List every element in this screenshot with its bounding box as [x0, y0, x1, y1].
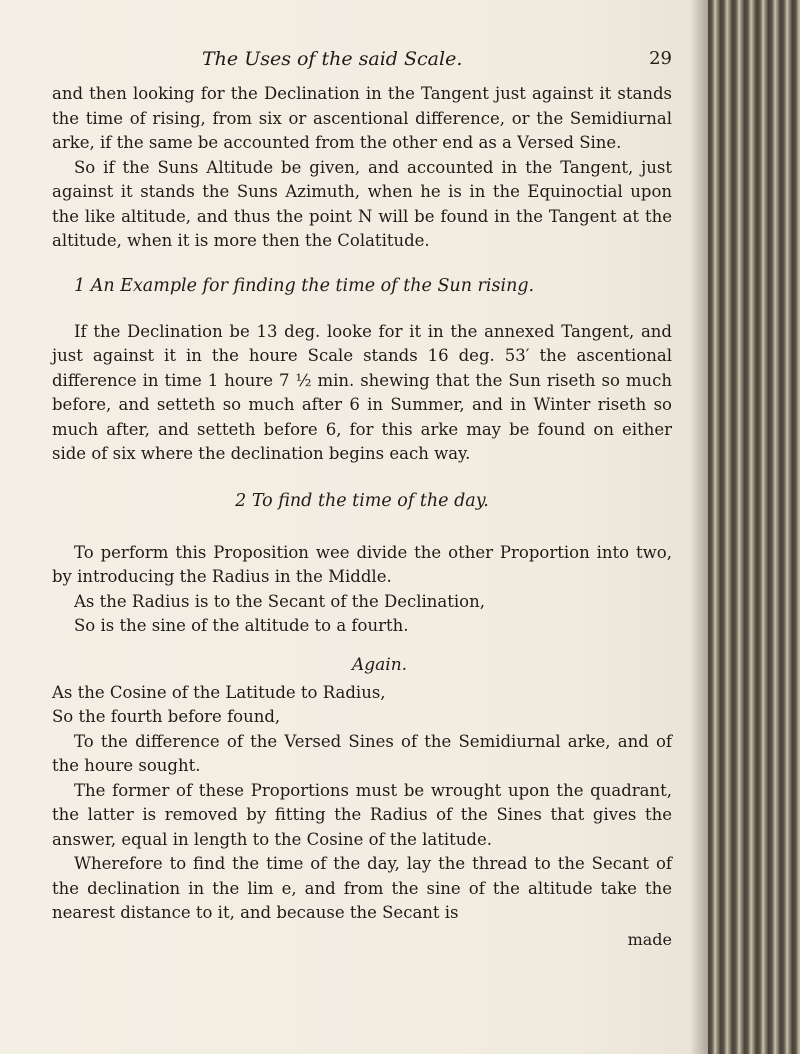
section-heading-time-of-day: 2 To find the time of the day.: [235, 490, 489, 511]
proportion-line-1: As the Radius is to the Secant of the Declination,: [74, 591, 485, 611]
proportion-line-4: So the fourth before found,: [52, 707, 281, 726]
proportion-line-2: So is the sine of the altitude to a fourth.: [74, 616, 409, 635]
proportion-line-5: To the difference of the Versed Sines of the Semidiurnal arke, and of the houre sought.: [52, 731, 672, 775]
paragraph-proposition: To perform this Proposition wee divide the other Proportion into two, by introducing the Radius in the Middle.: [52, 542, 672, 586]
paragraph-example: If the Declination be 13 deg. looke for it in the annexed Tangent, and just against it in the houre Scale stands 16 deg. 53′ the ascentional difference in time 1 houre 7 ½ min. shewing that the Sun riseth so much before, and setteth so much after 6 in Summer, and in Winter riseth so much after, and setteth before 6, for this arke may be found on either side of six where the declination begins each way.: [52, 321, 672, 463]
proportion-line-3: As the Cosine of the Latitude to Radius,: [52, 682, 386, 702]
again-heading: Again.: [352, 654, 408, 675]
page-header: [52, 48, 672, 82]
paragraph-altitude: So if the Suns Altitude be given, and accounted in the Tangent, just against it stands the Suns Azimuth, when he is in the Equinoctial upon the like altitude, and thus the point N will be found in the Tangent at the altitude, when it is more then the Colatitude.: [52, 157, 672, 250]
page-number: 29: [649, 48, 672, 69]
paragraph-quadrant: The former of these Proportions must be wrought upon the quadrant, the latter is removed by fitting the Radius of the Sines that gives the answer, equal in length to the Cosine of the latitude.: [52, 780, 672, 849]
paragraph-wherefore: Wherefore to find the time of the day, lay the thread to the Secant of the declination in the lim e, and from the sine of the altitude take the nearest distance to it, and because the Secant is: [52, 854, 672, 922]
catchword: made: [627, 929, 672, 949]
binding-shadow: [690, 0, 708, 1054]
paragraph-continuation: and then looking for the Declination in the Tangent just against it stands the time of rising, from six or ascentional difference, or the Semidiurnal arke, if the same be accounted from the other end as a Versed Sine.: [52, 84, 672, 152]
running-title: The Uses of the said Scale.: [202, 48, 463, 70]
book-binding: [708, 0, 800, 1054]
page-content: [52, 48, 672, 952]
example-heading: 1 An Example for finding the time of the Sun rising.: [74, 275, 535, 296]
